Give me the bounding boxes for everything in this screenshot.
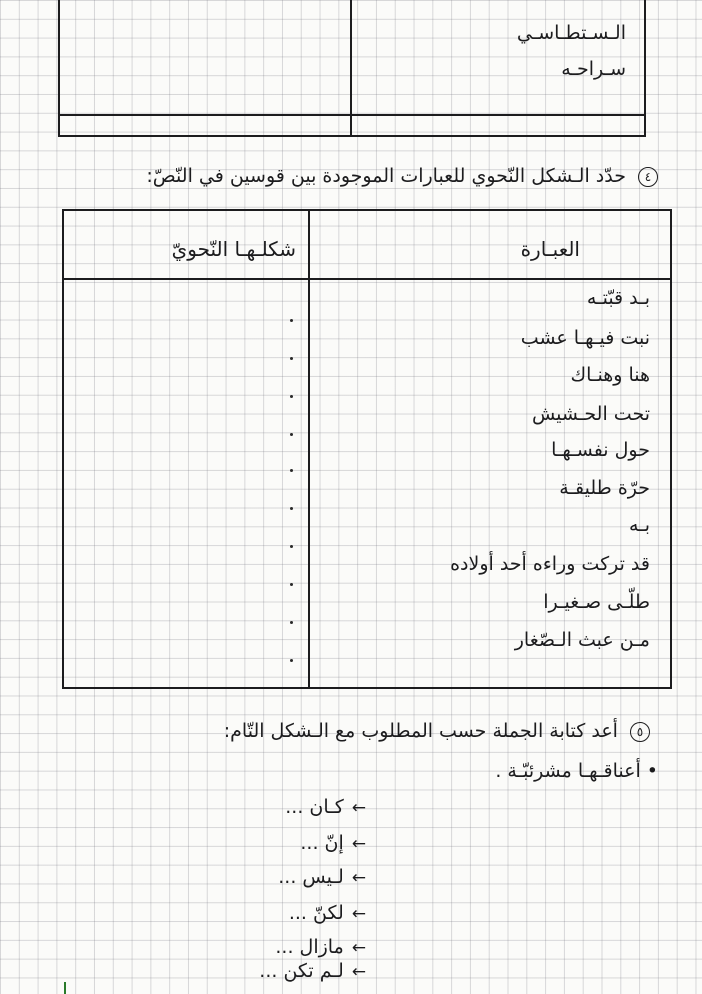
- top-word-1: الـسـتطـاسـي: [516, 22, 626, 44]
- transform-item-1: ←كـان ...: [285, 796, 366, 818]
- transform-item-2: ←إنّ ...: [300, 832, 366, 854]
- bullet-icon: •: [646, 760, 658, 782]
- header-divider: [64, 278, 670, 280]
- exercise-5-number: ٥: [630, 722, 650, 742]
- column-header-form: شكلـهـا النّحويّ: [171, 237, 296, 261]
- phrase-2: نبت فيـهـا عشب: [520, 327, 650, 349]
- transform-item-5: ←مازال ...: [275, 936, 366, 958]
- answer-dot: [290, 469, 293, 472]
- phrase-8: قد تركت وراءه أحد أولاده: [450, 553, 650, 575]
- top-table: [58, 0, 646, 137]
- transform-item-4: ←لكنّ ...: [288, 902, 366, 924]
- arrow-left-icon: ←: [351, 834, 366, 854]
- phrase-3: هنا وهنـاك: [570, 364, 650, 386]
- phrase-1: بـد قبّتـه: [586, 287, 650, 309]
- answer-dot: [290, 583, 293, 586]
- arrow-left-icon: ←: [351, 938, 366, 958]
- margin-mark: [64, 982, 66, 994]
- exercise-4-title: حدّد الـشكل النّحوي للعبارات الموجودة بين قوسين في النّصّ:: [146, 165, 626, 187]
- answer-dot: [290, 545, 293, 548]
- answer-dot: [290, 319, 293, 322]
- exercise-5-heading: [224, 720, 650, 742]
- phrase-7: بـه: [628, 514, 650, 536]
- exercise-4-number: ٤: [638, 167, 658, 187]
- phrase-5: حول نفسـهـا: [551, 439, 650, 461]
- answer-dot: [290, 357, 293, 360]
- arrow-left-icon: ←: [351, 798, 366, 818]
- phrase-9: طلّـى صـغيـرا: [543, 591, 650, 613]
- exercise-4-heading: [146, 165, 658, 187]
- arrow-left-icon: ←: [351, 962, 366, 982]
- arrow-left-icon: ←: [351, 904, 366, 924]
- base-sentence: أعناقـهـا مشرئبّـة .: [495, 760, 641, 782]
- arrow-left-icon: ←: [351, 868, 366, 888]
- answer-dot: [290, 621, 293, 624]
- column-header-phrase: العبـارة: [520, 237, 580, 261]
- phrase-10: مـن عبث الـصّغار: [514, 629, 650, 651]
- answer-dot: [290, 507, 293, 510]
- exercise-5-title: أعد كتابة الجملة حسب المطلوب مع الـشكل التّام:: [223, 720, 618, 742]
- phrase-4: تحت الحـشيش: [531, 403, 650, 425]
- row-divider: [60, 114, 644, 116]
- phrase-6: حرّة طليقـة: [559, 477, 650, 499]
- grammar-table: [62, 209, 672, 689]
- exercise-5-sentence: [495, 760, 658, 782]
- answer-dot: [290, 433, 293, 436]
- answer-dot: [290, 395, 293, 398]
- answer-dot: [290, 659, 293, 662]
- transform-item-6: ←لـم تكن ...: [259, 960, 366, 982]
- column-divider: [308, 211, 310, 687]
- transform-item-3: ←لـيس ...: [278, 866, 366, 888]
- top-word-2: سـراحـه: [561, 58, 626, 80]
